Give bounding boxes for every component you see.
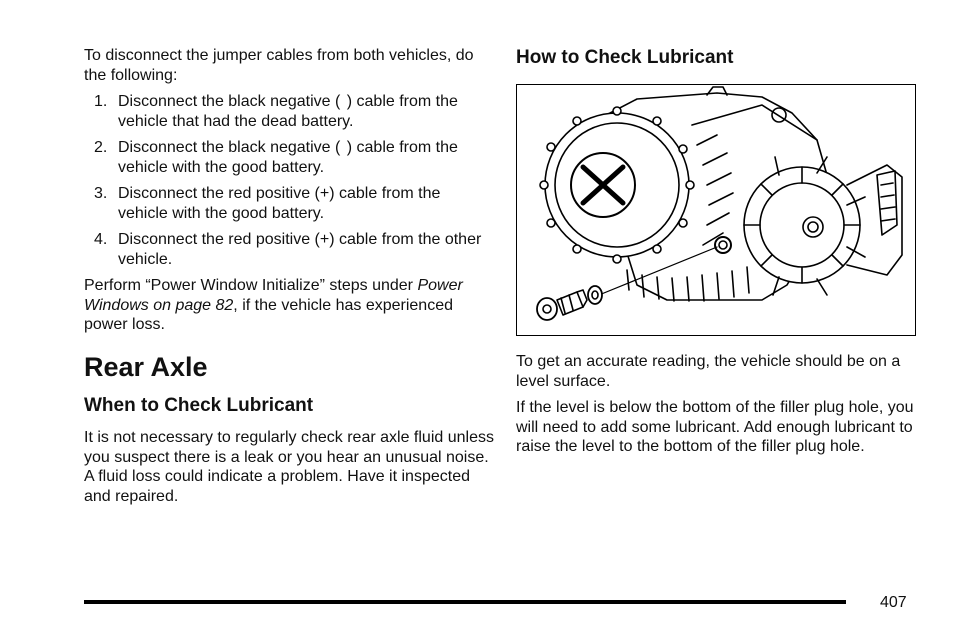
step-number: 1. bbox=[94, 93, 108, 110]
rear-axle-illustration bbox=[516, 84, 916, 336]
perform-paragraph bbox=[84, 276, 494, 335]
page-number: 407 bbox=[880, 594, 907, 611]
list-item bbox=[84, 92, 494, 131]
when-paragraph: It is not necessary to regularly check rear axle fluid unless you suspect there is a leak or you hear an unusual noise. A fluid loss could indicate a problem. Have it inspected and repaired. bbox=[84, 429, 494, 505]
section-title: Rear Axle bbox=[84, 352, 208, 382]
step-number: 3. bbox=[94, 185, 108, 202]
step-text: Disconnect the red positive (+) cable from the other vehicle. bbox=[118, 231, 482, 268]
step-text: Disconnect the black negative ( ) cable from the vehicle with the good battery. bbox=[118, 139, 458, 176]
disconnect-steps-list bbox=[84, 92, 494, 276]
list-item bbox=[84, 230, 494, 269]
perform-text-after: , if the vehicle has experienced power loss. bbox=[84, 296, 453, 333]
step-text: Disconnect the red positive (+) cable from the vehicle with the good battery. bbox=[118, 185, 441, 222]
rear-axle-drawing bbox=[517, 85, 914, 334]
power-windows-link[interactable]: Power Windows on page 82 bbox=[84, 277, 463, 314]
step-number: 4. bbox=[94, 231, 108, 248]
step-text: Disconnect the black negative ( ) cable from the vehicle that had the dead battery. bbox=[118, 93, 458, 130]
fill-level-paragraph: If the level is below the bottom of the filler plug hole, you will need to add some lubricant. Add enough lubricant to raise the level to the bottom of the filler plug hole. bbox=[516, 399, 914, 455]
step-number: 2. bbox=[94, 139, 108, 156]
intro-paragraph: To disconnect the jumper cables from both vehicles, do the following: bbox=[84, 47, 474, 84]
how-heading: How to Check Lubricant bbox=[516, 47, 734, 68]
when-heading: When to Check Lubricant bbox=[84, 395, 314, 416]
list-item bbox=[84, 138, 494, 177]
list-item bbox=[84, 184, 494, 223]
footer-rule bbox=[84, 600, 846, 604]
perform-text-before: Perform “Power Window Initialize” steps under bbox=[84, 277, 418, 294]
accurate-reading-paragraph: To get an accurate reading, the vehicle should be on a level surface. bbox=[516, 353, 901, 390]
